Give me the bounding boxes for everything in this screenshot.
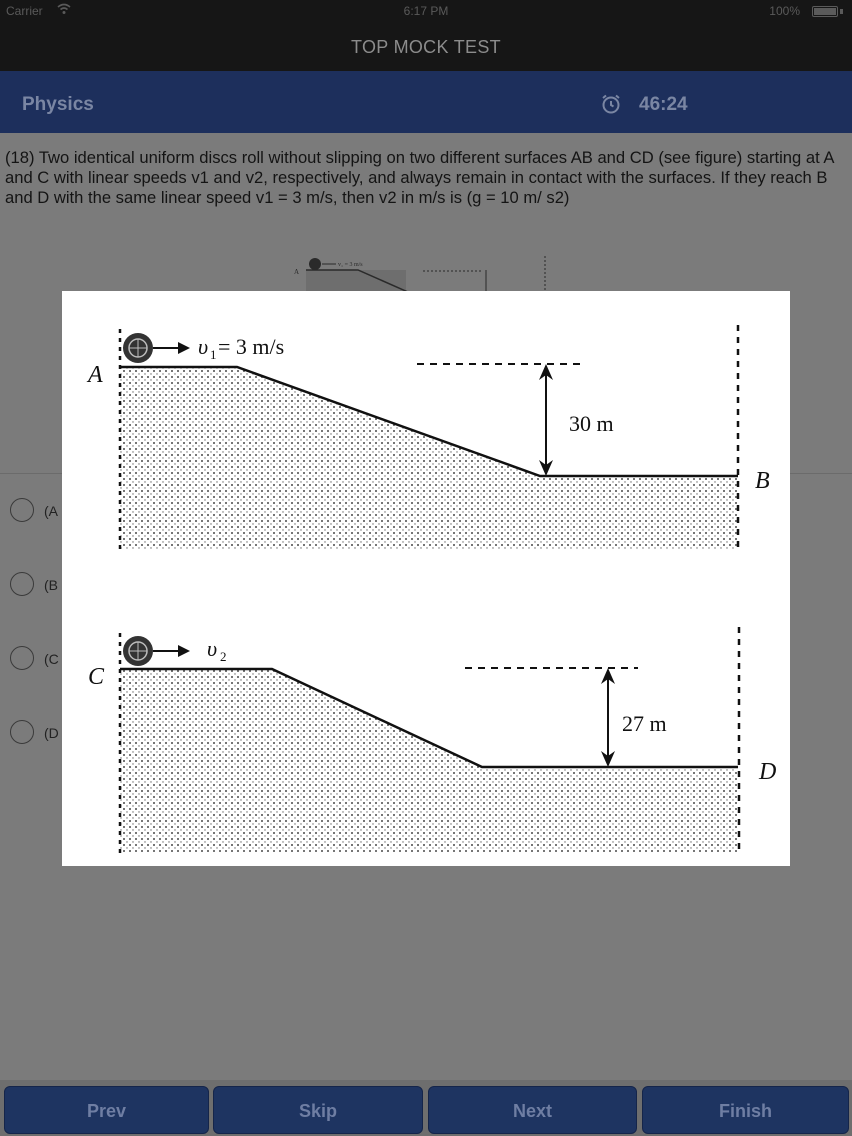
radio-button[interactable] — [10, 572, 34, 596]
battery-icon — [812, 6, 838, 17]
speed-subscript-1: 1 — [210, 347, 217, 362]
velocity-arrow-2 — [153, 645, 190, 657]
point-label-a: A — [88, 362, 103, 388]
finish-button[interactable]: Finish — [642, 1086, 849, 1134]
radio-button[interactable] — [10, 498, 34, 522]
radio-button[interactable] — [10, 720, 34, 744]
option-c[interactable] — [10, 646, 59, 672]
nav-bar — [0, 22, 852, 71]
disc-1 — [123, 333, 153, 363]
battery-tip — [840, 9, 843, 14]
radio-button[interactable] — [10, 646, 34, 670]
carrier-label: Carrier — [6, 4, 43, 18]
subject-bar — [0, 71, 852, 133]
point-label-c: C — [88, 664, 105, 690]
figure-popup[interactable] — [62, 291, 790, 866]
figure-diagram — [62, 291, 790, 866]
alarm-clock-icon — [600, 93, 622, 115]
height-label-2: 27 m — [622, 711, 667, 736]
option-label: (B — [44, 577, 58, 593]
option-label: (D — [44, 725, 59, 741]
option-b[interactable] — [10, 572, 58, 598]
status-bar — [0, 0, 852, 22]
figure-thumbnail[interactable] — [288, 252, 558, 292]
option-d[interactable] — [10, 720, 59, 746]
disc-2 — [123, 636, 153, 666]
skip-button[interactable]: Skip — [213, 1086, 423, 1134]
page-title: TOP MOCK TEST — [351, 37, 501, 57]
next-button[interactable]: Next — [428, 1086, 637, 1134]
status-time: 6:17 PM — [403, 4, 449, 18]
thumbnail-point-a: A — [294, 268, 300, 276]
thumbnail-speed-label: v₁ = 3 m/s — [338, 262, 363, 268]
point-label-d: D — [759, 759, 777, 785]
speed-value-1: = 3 m/s — [218, 334, 285, 359]
countdown-timer: 46:24 — [639, 94, 688, 115]
speed-symbol-1: υ — [198, 334, 209, 359]
diagram-cd — [88, 627, 776, 853]
point-label-b: B — [755, 468, 770, 494]
subject-name: Physics — [22, 94, 94, 115]
height-arrow-1 — [539, 364, 553, 476]
battery-percent: 100% — [769, 4, 800, 18]
speed-subscript-2: 2 — [220, 649, 227, 664]
height-label-1: 30 m — [569, 411, 614, 436]
prev-button[interactable]: Prev — [4, 1086, 209, 1134]
height-arrow-2 — [601, 668, 615, 767]
terrain-cd — [120, 669, 738, 853]
option-label: (A — [44, 503, 58, 519]
terrain-ab — [120, 367, 738, 549]
question-text: (18) Two identical uniform discs roll without slipping on two different surfaces AB and CD (see figure) starting at A and C with linear speeds v1 and v2, respectively, and always remain in contact with the surfaces. If they reach B and D with the same linear speed v1 = 3 m/s, then v2 in m/s is (g = 10 m/ s2) — [5, 148, 834, 207]
option-label: (C — [44, 651, 59, 667]
option-a[interactable] — [10, 498, 58, 524]
velocity-arrow-1 — [153, 342, 190, 354]
speed-symbol-2: υ — [207, 636, 218, 661]
diagram-ab — [86, 325, 770, 549]
